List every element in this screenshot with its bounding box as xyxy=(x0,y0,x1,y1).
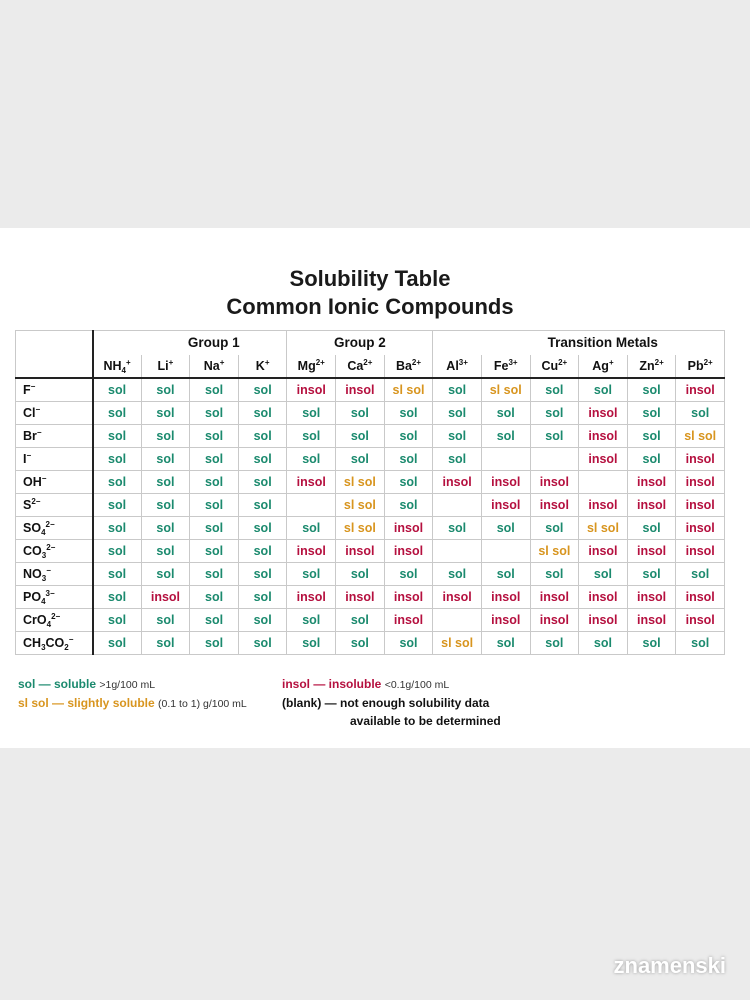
cation-symbol: Ba xyxy=(395,359,412,373)
solubility-cell: sol xyxy=(190,402,239,425)
solubility-cell: sol xyxy=(93,609,142,632)
solubility-cell: sol xyxy=(384,632,433,655)
table-row xyxy=(16,540,725,563)
solubility-cell: sol xyxy=(336,425,385,448)
solubility-cell: insol xyxy=(433,586,482,609)
solubility-cell xyxy=(433,494,482,517)
solubility-cell: sol xyxy=(190,540,239,563)
group-1-header: Group 1 xyxy=(141,331,287,356)
solubility-cell: sol xyxy=(190,494,239,517)
cation-charge: 2+ xyxy=(411,358,422,367)
solubility-cell: sol xyxy=(384,448,433,471)
solubility-cell: sol xyxy=(336,609,385,632)
solubility-cell: sol xyxy=(433,402,482,425)
anion-header xyxy=(16,471,93,494)
solubility-cell: insol xyxy=(676,609,725,632)
anion-symbol: Br xyxy=(23,429,37,443)
solubility-cell: sol xyxy=(530,425,579,448)
cation-charge: + xyxy=(125,358,131,367)
anion-subscript: 3 xyxy=(41,574,47,583)
legend-blank-2: available to be determined xyxy=(350,714,501,728)
anion-charge: 2− xyxy=(51,612,61,621)
anion-header xyxy=(16,448,93,471)
legend-insol-desc: <0.1g/100 mL xyxy=(384,679,450,691)
solubility-cell: sol xyxy=(433,563,482,586)
solubility-cell: sol xyxy=(238,471,287,494)
solubility-cell: sol xyxy=(141,494,190,517)
legend-sol-label: sol — soluble xyxy=(18,677,97,691)
table-row xyxy=(16,448,725,471)
solubility-cell: sol xyxy=(93,586,142,609)
cation-symbol: NH xyxy=(103,359,122,373)
anion-header xyxy=(16,517,93,540)
cation-header xyxy=(627,355,676,378)
solubility-cell: sol xyxy=(336,632,385,655)
solubility-cell: sol xyxy=(141,609,190,632)
solubility-cell: sol xyxy=(287,563,336,586)
solubility-cell: sol xyxy=(627,517,676,540)
table-row xyxy=(16,563,725,586)
solubility-cell xyxy=(481,540,530,563)
solubility-cell: insol xyxy=(627,609,676,632)
solubility-cell: sol xyxy=(238,586,287,609)
anion-header xyxy=(16,425,93,448)
solubility-cell: insol xyxy=(627,586,676,609)
anion-subscript: 3 xyxy=(41,551,47,560)
cation-charge: 2+ xyxy=(654,358,664,367)
solubility-cell: sol xyxy=(141,402,190,425)
group-header-row xyxy=(16,331,725,356)
anion-header xyxy=(16,609,93,632)
solubility-cell: sol xyxy=(676,632,725,655)
solubility-cell: sol xyxy=(287,609,336,632)
solubility-cell: insol xyxy=(287,540,336,563)
group-2-header: Group 2 xyxy=(287,331,433,356)
anion-symbol: PO xyxy=(23,590,42,604)
solubility-cell: sol xyxy=(238,425,287,448)
solubility-cell: sol xyxy=(384,425,433,448)
solubility-cell: sol xyxy=(141,425,190,448)
solubility-cell: sol xyxy=(141,448,190,471)
solubility-cell: insol xyxy=(433,471,482,494)
solubility-cell: insol xyxy=(530,471,579,494)
solubility-cell: insol xyxy=(676,448,725,471)
anion-header xyxy=(16,402,93,425)
anion-symbol: OH xyxy=(23,475,42,489)
cation-header xyxy=(93,355,142,378)
cation-symbol: Zn xyxy=(639,359,655,373)
cation-header xyxy=(238,355,287,378)
solubility-cell: sol xyxy=(190,586,239,609)
anion-charge: − xyxy=(26,451,32,460)
anion-symbol: CO xyxy=(45,636,65,650)
cation-charge: + xyxy=(264,358,270,367)
solubility-cell: sol xyxy=(384,471,433,494)
cation-charge: + xyxy=(219,358,225,367)
solubility-cell: sol xyxy=(579,563,628,586)
anion-symbol: CH xyxy=(23,636,42,650)
solubility-cell: sol xyxy=(190,471,239,494)
legend-sol xyxy=(18,675,247,694)
anion-charge: − xyxy=(68,635,74,644)
anion-symbol: I xyxy=(23,452,27,466)
table-row xyxy=(16,425,725,448)
solubility-cell: sol xyxy=(141,517,190,540)
solubility-cell: insol xyxy=(579,425,628,448)
cation-charge: 2+ xyxy=(703,358,713,367)
anion-charge: − xyxy=(30,382,36,391)
cation-header xyxy=(530,355,579,378)
anion-charge: 3− xyxy=(45,589,55,598)
solubility-cell: sol xyxy=(287,448,336,471)
solubility-cell: sol xyxy=(141,540,190,563)
title-line-1: Solubility Table xyxy=(289,266,451,291)
solubility-cell: sol xyxy=(481,425,530,448)
legend-insol-label: insol — insoluble xyxy=(282,677,382,691)
solubility-cell: insol xyxy=(579,402,628,425)
legend-insol xyxy=(282,675,501,694)
anion-header xyxy=(16,378,93,402)
solubility-cell: sol xyxy=(433,378,482,402)
legend-sol-desc: >1g/100 mL xyxy=(99,679,156,691)
solubility-cell: sol xyxy=(530,378,579,402)
cation-charge: 3+ xyxy=(508,358,518,367)
table-body xyxy=(16,378,725,655)
solubility-cell: sol xyxy=(93,632,142,655)
solubility-cell: sol xyxy=(93,494,142,517)
solubility-cell: insol xyxy=(481,609,530,632)
group-spacer-2 xyxy=(433,331,482,356)
solubility-cell: sol xyxy=(93,563,142,586)
solubility-cell: sol xyxy=(530,402,579,425)
solubility-cell: insol xyxy=(579,448,628,471)
solubility-cell: sol xyxy=(93,517,142,540)
cation-header xyxy=(141,355,190,378)
solubility-cell: sol xyxy=(433,517,482,540)
solubility-cell: sol xyxy=(627,448,676,471)
anion-charge: − xyxy=(35,405,41,414)
solubility-cell: sol xyxy=(579,632,628,655)
cation-charge: 2+ xyxy=(558,358,568,367)
solubility-cell: insol xyxy=(336,540,385,563)
solubility-cell: insol xyxy=(384,540,433,563)
solubility-cell: insol xyxy=(481,586,530,609)
solubility-cell: insol xyxy=(287,586,336,609)
anion-header xyxy=(16,563,93,586)
anion-charge: 2− xyxy=(46,543,56,552)
solubility-cell: sol xyxy=(287,517,336,540)
legend-blank: (blank) — not enough solubility data xyxy=(282,696,490,710)
solubility-cell xyxy=(530,448,579,471)
solubility-cell: sl sol xyxy=(579,517,628,540)
solubility-cell: insol xyxy=(287,378,336,402)
solubility-cell: sol xyxy=(530,517,579,540)
cation-symbol: K xyxy=(255,359,265,373)
solubility-cell: insol xyxy=(579,586,628,609)
anion-subscript: 4 xyxy=(46,620,52,629)
solubility-cell: sol xyxy=(433,448,482,471)
solubility-cell: insol xyxy=(627,494,676,517)
cation-charge: 2+ xyxy=(315,358,325,367)
transition-metals-header: Transition Metals xyxy=(481,331,724,356)
anion-symbol: SO xyxy=(23,521,42,535)
solubility-cell: sol xyxy=(190,425,239,448)
solubility-cell: insol xyxy=(530,494,579,517)
cation-charge: + xyxy=(608,358,614,367)
anion-charge: 2− xyxy=(45,520,55,529)
table-row xyxy=(16,471,725,494)
solubility-cell: sol xyxy=(287,425,336,448)
anion-charge: − xyxy=(41,474,47,483)
solubility-cell: sol xyxy=(336,402,385,425)
solubility-cell: sol xyxy=(93,425,142,448)
solubility-cell: sol xyxy=(481,402,530,425)
solubility-cell xyxy=(287,494,336,517)
solubility-cell: sol xyxy=(627,563,676,586)
solubility-cell: insol xyxy=(627,471,676,494)
solubility-cell: insol xyxy=(384,517,433,540)
table-row xyxy=(16,517,725,540)
solubility-table xyxy=(15,330,725,655)
solubility-cell: sol xyxy=(627,425,676,448)
solubility-cell: sl sol xyxy=(384,378,433,402)
table-row xyxy=(16,586,725,609)
solubility-cell xyxy=(481,448,530,471)
anion-symbol: CO xyxy=(23,544,42,558)
solubility-cell: sol xyxy=(238,378,287,402)
solubility-cell: sl sol xyxy=(336,471,385,494)
corner-cell xyxy=(16,331,93,356)
cation-header xyxy=(287,355,336,378)
solubility-cell: sol xyxy=(238,494,287,517)
cation-symbol: Pb xyxy=(687,359,704,373)
solubility-cell: insol xyxy=(530,609,579,632)
solubility-cell: insol xyxy=(336,378,385,402)
solubility-cell: sol xyxy=(627,378,676,402)
anion-header xyxy=(16,494,93,517)
solubility-cell xyxy=(579,471,628,494)
solubility-cell: sol xyxy=(190,448,239,471)
legend-slsol-desc: (0.1 to 1) g/100 mL xyxy=(158,698,247,710)
cation-header xyxy=(433,355,482,378)
solubility-cell: insol xyxy=(530,586,579,609)
anion-header xyxy=(16,586,93,609)
solubility-cell: insol xyxy=(481,494,530,517)
solubility-cell: sol xyxy=(676,563,725,586)
anion-symbol: CrO xyxy=(23,613,47,627)
table-row xyxy=(16,494,725,517)
legend-slsol xyxy=(18,694,247,713)
table-row xyxy=(16,402,725,425)
solubility-cell: sl sol xyxy=(336,517,385,540)
solubility-cell: sol xyxy=(336,563,385,586)
solubility-cell: sl sol xyxy=(530,540,579,563)
corner-cell-2 xyxy=(16,355,93,378)
cation-header xyxy=(190,355,239,378)
anion-subscript: 2 xyxy=(64,643,69,652)
solubility-cell xyxy=(433,540,482,563)
solubility-cell: insol xyxy=(579,540,628,563)
anion-symbol: Cl xyxy=(23,406,36,420)
solubility-cell: insol xyxy=(676,471,725,494)
solubility-cell: insol xyxy=(384,586,433,609)
anion-subscript: 4 xyxy=(41,528,46,537)
solubility-cell: insol xyxy=(676,494,725,517)
cation-header xyxy=(481,355,530,378)
page-title xyxy=(0,265,740,321)
solubility-cell: sol xyxy=(238,402,287,425)
solubility-cell: insol xyxy=(336,586,385,609)
legend-right xyxy=(282,675,501,730)
solubility-cell: sol xyxy=(141,378,190,402)
cation-symbol: Ca xyxy=(347,359,364,373)
cation-header xyxy=(676,355,725,378)
solubility-cell: sol xyxy=(579,378,628,402)
cation-charge: 3+ xyxy=(458,358,468,367)
watermark: znamenski xyxy=(613,953,726,978)
solubility-cell: sol xyxy=(238,517,287,540)
group-spacer xyxy=(93,331,142,356)
solubility-cell: sol xyxy=(238,563,287,586)
anion-subscript: 4 xyxy=(41,597,46,606)
solubility-cell: sol xyxy=(141,471,190,494)
cation-header xyxy=(336,355,385,378)
cation-charge: 2+ xyxy=(363,358,373,367)
cation-symbol: Al xyxy=(446,359,459,373)
solubility-cell: sol xyxy=(238,448,287,471)
solubility-cell: sol xyxy=(384,494,433,517)
solubility-cell: insol xyxy=(287,471,336,494)
solubility-cell: insol xyxy=(141,586,190,609)
title-line-2: Common Ionic Compounds xyxy=(226,294,514,319)
cation-symbol: Cu xyxy=(541,359,559,373)
table-row xyxy=(16,632,725,655)
solubility-cell: sol xyxy=(287,632,336,655)
solubility-cell: sol xyxy=(481,563,530,586)
solubility-cell: sol xyxy=(530,632,579,655)
cation-header xyxy=(579,355,628,378)
solubility-cell: sol xyxy=(238,632,287,655)
anion-header xyxy=(16,540,93,563)
solubility-cell: insol xyxy=(579,494,628,517)
solubility-cell: sol xyxy=(141,563,190,586)
solubility-cell: insol xyxy=(384,609,433,632)
anion-charge: 2− xyxy=(31,497,41,506)
solubility-cell: sol xyxy=(190,609,239,632)
solubility-cell: sl sol xyxy=(433,632,482,655)
cation-symbol: Fe xyxy=(493,359,509,373)
solubility-cell: insol xyxy=(676,586,725,609)
cation-header-row xyxy=(16,355,725,378)
solubility-cell: sol xyxy=(93,378,142,402)
cation-symbol: Ag xyxy=(592,359,609,373)
legend-slsol-label: sl sol — slightly soluble xyxy=(18,696,155,710)
solubility-cell: sol xyxy=(190,517,239,540)
solubility-cell: insol xyxy=(676,540,725,563)
cation-charge: + xyxy=(168,358,174,367)
solubility-cell: sol xyxy=(481,517,530,540)
solubility-cell: sol xyxy=(481,632,530,655)
cation-symbol: Na xyxy=(203,359,220,373)
solubility-cell: sl sol xyxy=(336,494,385,517)
anion-symbol: S xyxy=(23,498,32,512)
solubility-cell: insol xyxy=(579,609,628,632)
table-row xyxy=(16,378,725,402)
anion-symbol: NO xyxy=(23,567,42,581)
solubility-cell: sol xyxy=(676,402,725,425)
solubility-cell: sol xyxy=(627,402,676,425)
solubility-cell: sol xyxy=(238,540,287,563)
cation-symbol: Mg xyxy=(297,359,316,373)
anion-header xyxy=(16,632,93,655)
cation-symbol: Li xyxy=(157,359,169,373)
solubility-cell: sol xyxy=(530,563,579,586)
solubility-cell: sl sol xyxy=(676,425,725,448)
anion-charge: − xyxy=(46,566,51,575)
solubility-cell: sol xyxy=(238,609,287,632)
table-row xyxy=(16,609,725,632)
cation-header xyxy=(384,355,433,378)
solubility-cell: sol xyxy=(190,563,239,586)
anion-subscript: 3 xyxy=(41,643,46,652)
solubility-cell: sl sol xyxy=(481,378,530,402)
cation-subscript: 4 xyxy=(121,366,126,375)
solubility-cell: sol xyxy=(93,540,142,563)
legend-left xyxy=(18,675,247,713)
solubility-cell: sol xyxy=(384,563,433,586)
solubility-cell: sol xyxy=(190,632,239,655)
solubility-cell: insol xyxy=(676,378,725,402)
solubility-cell: insol xyxy=(627,540,676,563)
solubility-cell: sol xyxy=(384,402,433,425)
solubility-cell: sol xyxy=(141,632,190,655)
solubility-cell: sol xyxy=(93,471,142,494)
anion-charge: − xyxy=(36,428,42,437)
solubility-cell: sol xyxy=(93,448,142,471)
solubility-cell xyxy=(433,609,482,632)
solubility-cell: sol xyxy=(336,448,385,471)
anion-symbol: F xyxy=(23,383,31,397)
solubility-cell: sol xyxy=(93,402,142,425)
solubility-cell: sol xyxy=(627,632,676,655)
solubility-cell: sol xyxy=(190,378,239,402)
solubility-cell: insol xyxy=(676,517,725,540)
solubility-cell: sol xyxy=(433,425,482,448)
solubility-cell: insol xyxy=(481,471,530,494)
solubility-cell: sol xyxy=(287,402,336,425)
